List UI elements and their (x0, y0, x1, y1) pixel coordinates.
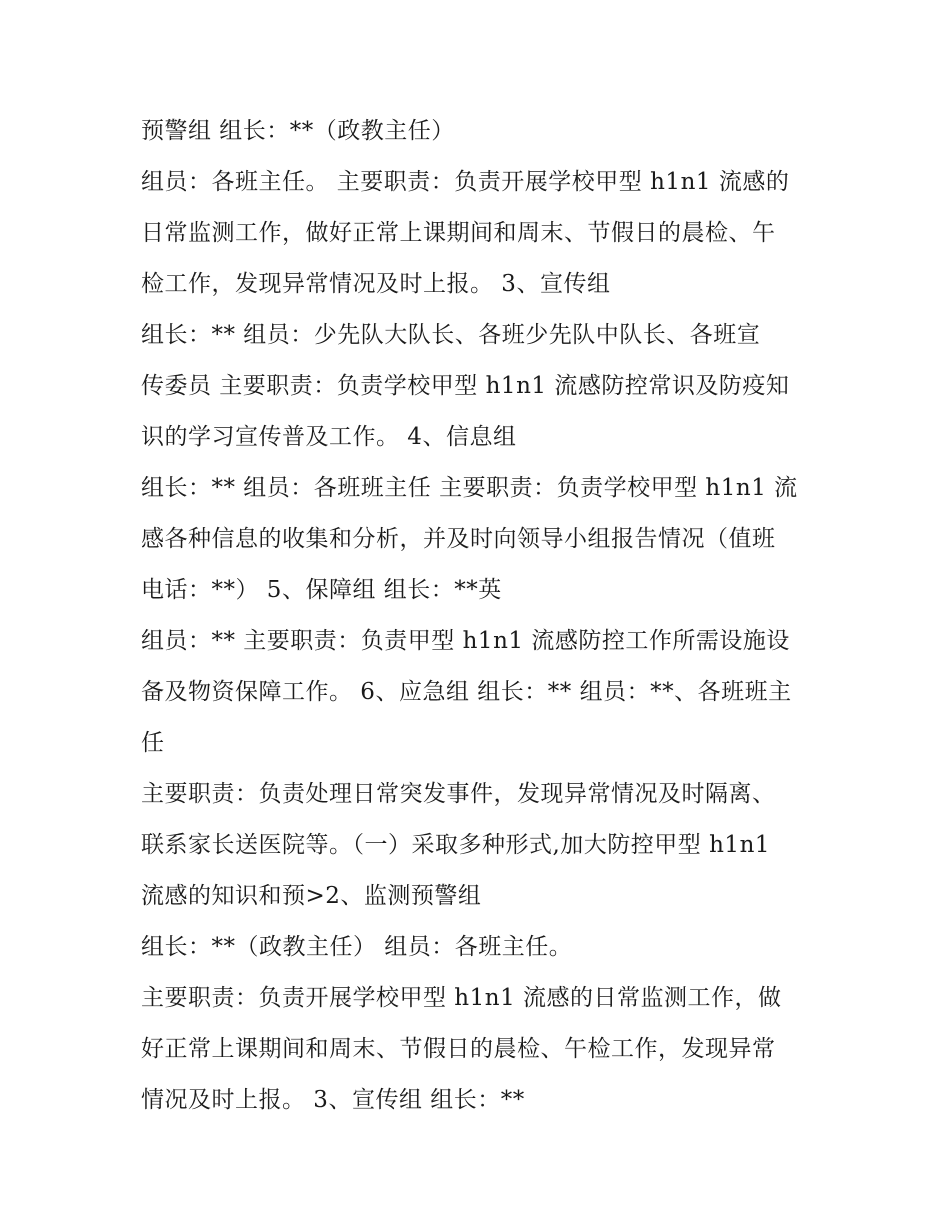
text-line: 识的学习宣传普及工作。 4、信息组 (141, 424, 517, 450)
text-line: 流感的知识和预>2、监测预警组 (141, 883, 482, 909)
text-line: 组员：** 主要职责：负责甲型 h1n1 流感防控工作所需设施设 (141, 628, 790, 654)
text-line: 主要职责：负责开展学校甲型 h1n1 流感的日常监测工作，做 (141, 985, 782, 1011)
text-line: 组长：**（政教主任） 组员：各班主任。 (141, 934, 573, 960)
text-line: 预警组 组长：**（政教主任） (141, 118, 455, 144)
text-line: 主要职责：负责处理日常突发事件，发现异常情况及时隔离、 (141, 781, 776, 807)
text-line: 日常监测工作，做好正常上课期间和周末、节假日的晨检、午 (141, 220, 776, 246)
text-line: 电话：**） 5、保障组 组长：**英 (141, 577, 502, 603)
text-line: 组长：** 组员：少先队大队长、各班少先队中队长、各班宣 (141, 322, 761, 348)
text-line: 感各种信息的收集和分析，并及时向领导小组报告情况（值班 (141, 526, 776, 552)
text-line: 组长：** 组员：各班班主任 主要职责：负责学校甲型 h1n1 流 (141, 475, 798, 501)
text-line: 组员：各班主任。 主要职责：负责开展学校甲型 h1n1 流感的 (141, 169, 790, 195)
text-line: 传委员 主要职责：负责学校甲型 h1n1 流感防控常识及防疫知 (141, 373, 790, 399)
text-line: 检工作，发现异常情况及时上报。 3、宣传组 (141, 271, 611, 297)
text-line: 任 (141, 730, 165, 756)
document-body (141, 110, 821, 1130)
text-line: 情况及时上报。 3、宣传组 组长：** (141, 1087, 525, 1113)
text-line: 联系家长送医院等。（一）采取多种形式,加大防控甲型 h1n1 (141, 832, 771, 858)
text-line: 备及物资保障工作。 6、应急组 组长：** 组员：**、各班班主 (141, 679, 792, 705)
text-line: 好正常上课期间和周末、节假日的晨检、午检工作，发现异常 (141, 1036, 776, 1062)
